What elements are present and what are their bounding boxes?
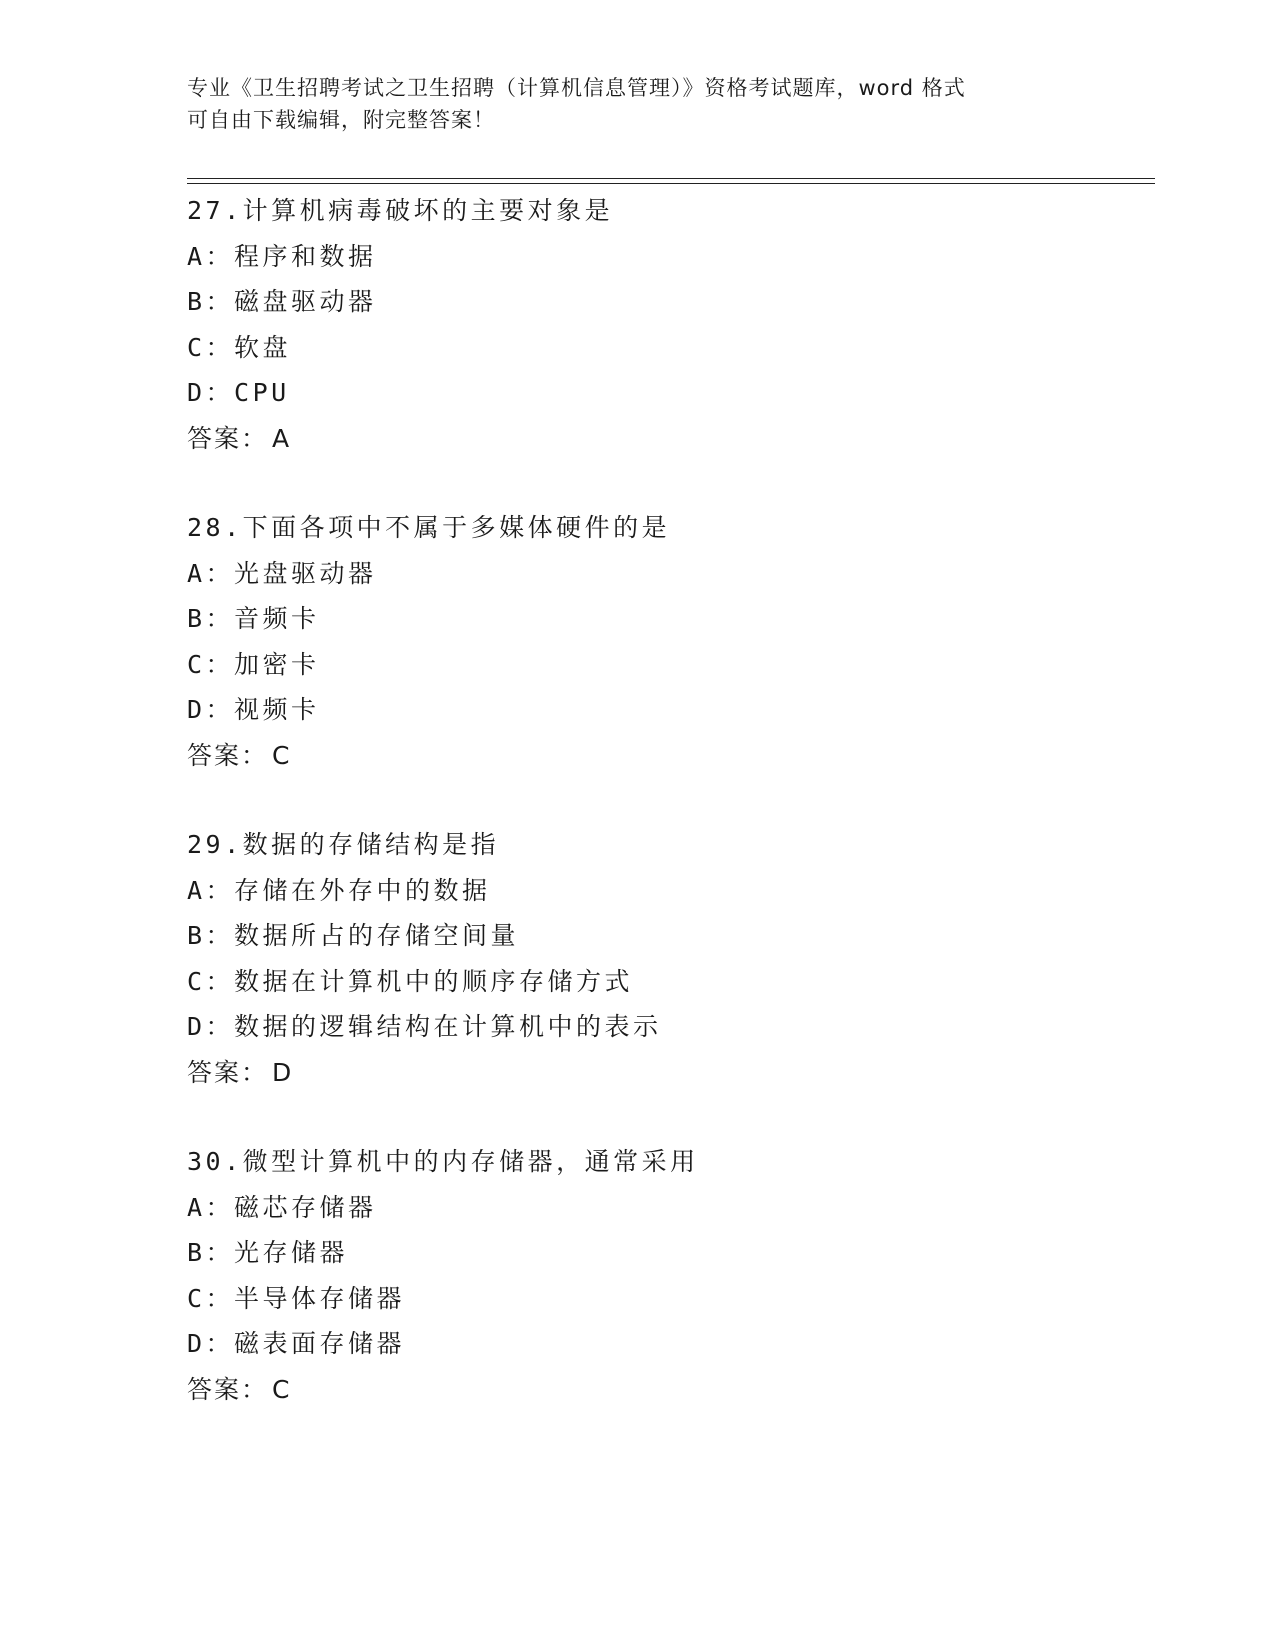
answer-label: 答案： xyxy=(187,1057,269,1087)
answer-line xyxy=(187,1050,1147,1096)
question-stem: 30.微型计算机中的内存储器，通常采用 xyxy=(187,1146,699,1176)
header-line-1: 专业《卫生招聘考试之卫生招聘（计算机信息管理）》资格考试题库，word 格式 xyxy=(187,76,966,100)
question-list xyxy=(187,188,1147,1456)
answer-label: 答案： xyxy=(187,423,269,453)
answer-line xyxy=(187,733,1147,779)
answer-line xyxy=(187,1367,1147,1413)
option-b: B：数据所占的存储空间量 xyxy=(187,921,520,951)
option-a: A：光盘驱动器 xyxy=(187,558,377,588)
answer-value: C xyxy=(272,1374,290,1404)
option-a: A：存储在外存中的数据 xyxy=(187,875,491,905)
answer-value: D xyxy=(272,1057,292,1087)
header-divider-top xyxy=(187,178,1155,179)
answer-value: A xyxy=(272,423,290,453)
option-d: D：数据的逻辑结构在计算机中的表示 xyxy=(187,1012,662,1042)
document-header xyxy=(187,72,1067,136)
option-d: D：磁表面存储器 xyxy=(187,1329,406,1359)
option-b: B：磁盘驱动器 xyxy=(187,287,377,317)
answer-label: 答案： xyxy=(187,740,269,770)
question-30 xyxy=(187,1139,1147,1413)
option-c: C：软盘 xyxy=(187,332,292,362)
option-c: C：数据在计算机中的顺序存储方式 xyxy=(187,966,634,996)
answer-line xyxy=(187,416,1147,462)
option-b: B：光存储器 xyxy=(187,1238,349,1268)
answer-value: C xyxy=(272,740,290,770)
header-divider-bottom xyxy=(187,183,1155,184)
question-29 xyxy=(187,822,1147,1096)
option-a: A：程序和数据 xyxy=(187,241,377,271)
question-stem: 29.数据的存储结构是指 xyxy=(187,829,500,859)
question-stem: 27.计算机病毒破坏的主要对象是 xyxy=(187,196,614,225)
option-b: B：音频卡 xyxy=(187,604,320,634)
question-27 xyxy=(187,188,1147,462)
option-c: C：加密卡 xyxy=(187,649,320,679)
option-d: D：CPU xyxy=(187,378,290,408)
option-c: C：半导体存储器 xyxy=(187,1283,406,1313)
option-a: A：磁芯存储器 xyxy=(187,1192,377,1222)
header-line-2: 可自由下载编辑，附完整答案！ xyxy=(187,108,495,132)
question-28 xyxy=(187,505,1147,779)
option-d: D：视频卡 xyxy=(187,695,320,725)
answer-label: 答案： xyxy=(187,1374,269,1404)
question-stem: 28.下面各项中不属于多媒体硬件的是 xyxy=(187,512,671,542)
